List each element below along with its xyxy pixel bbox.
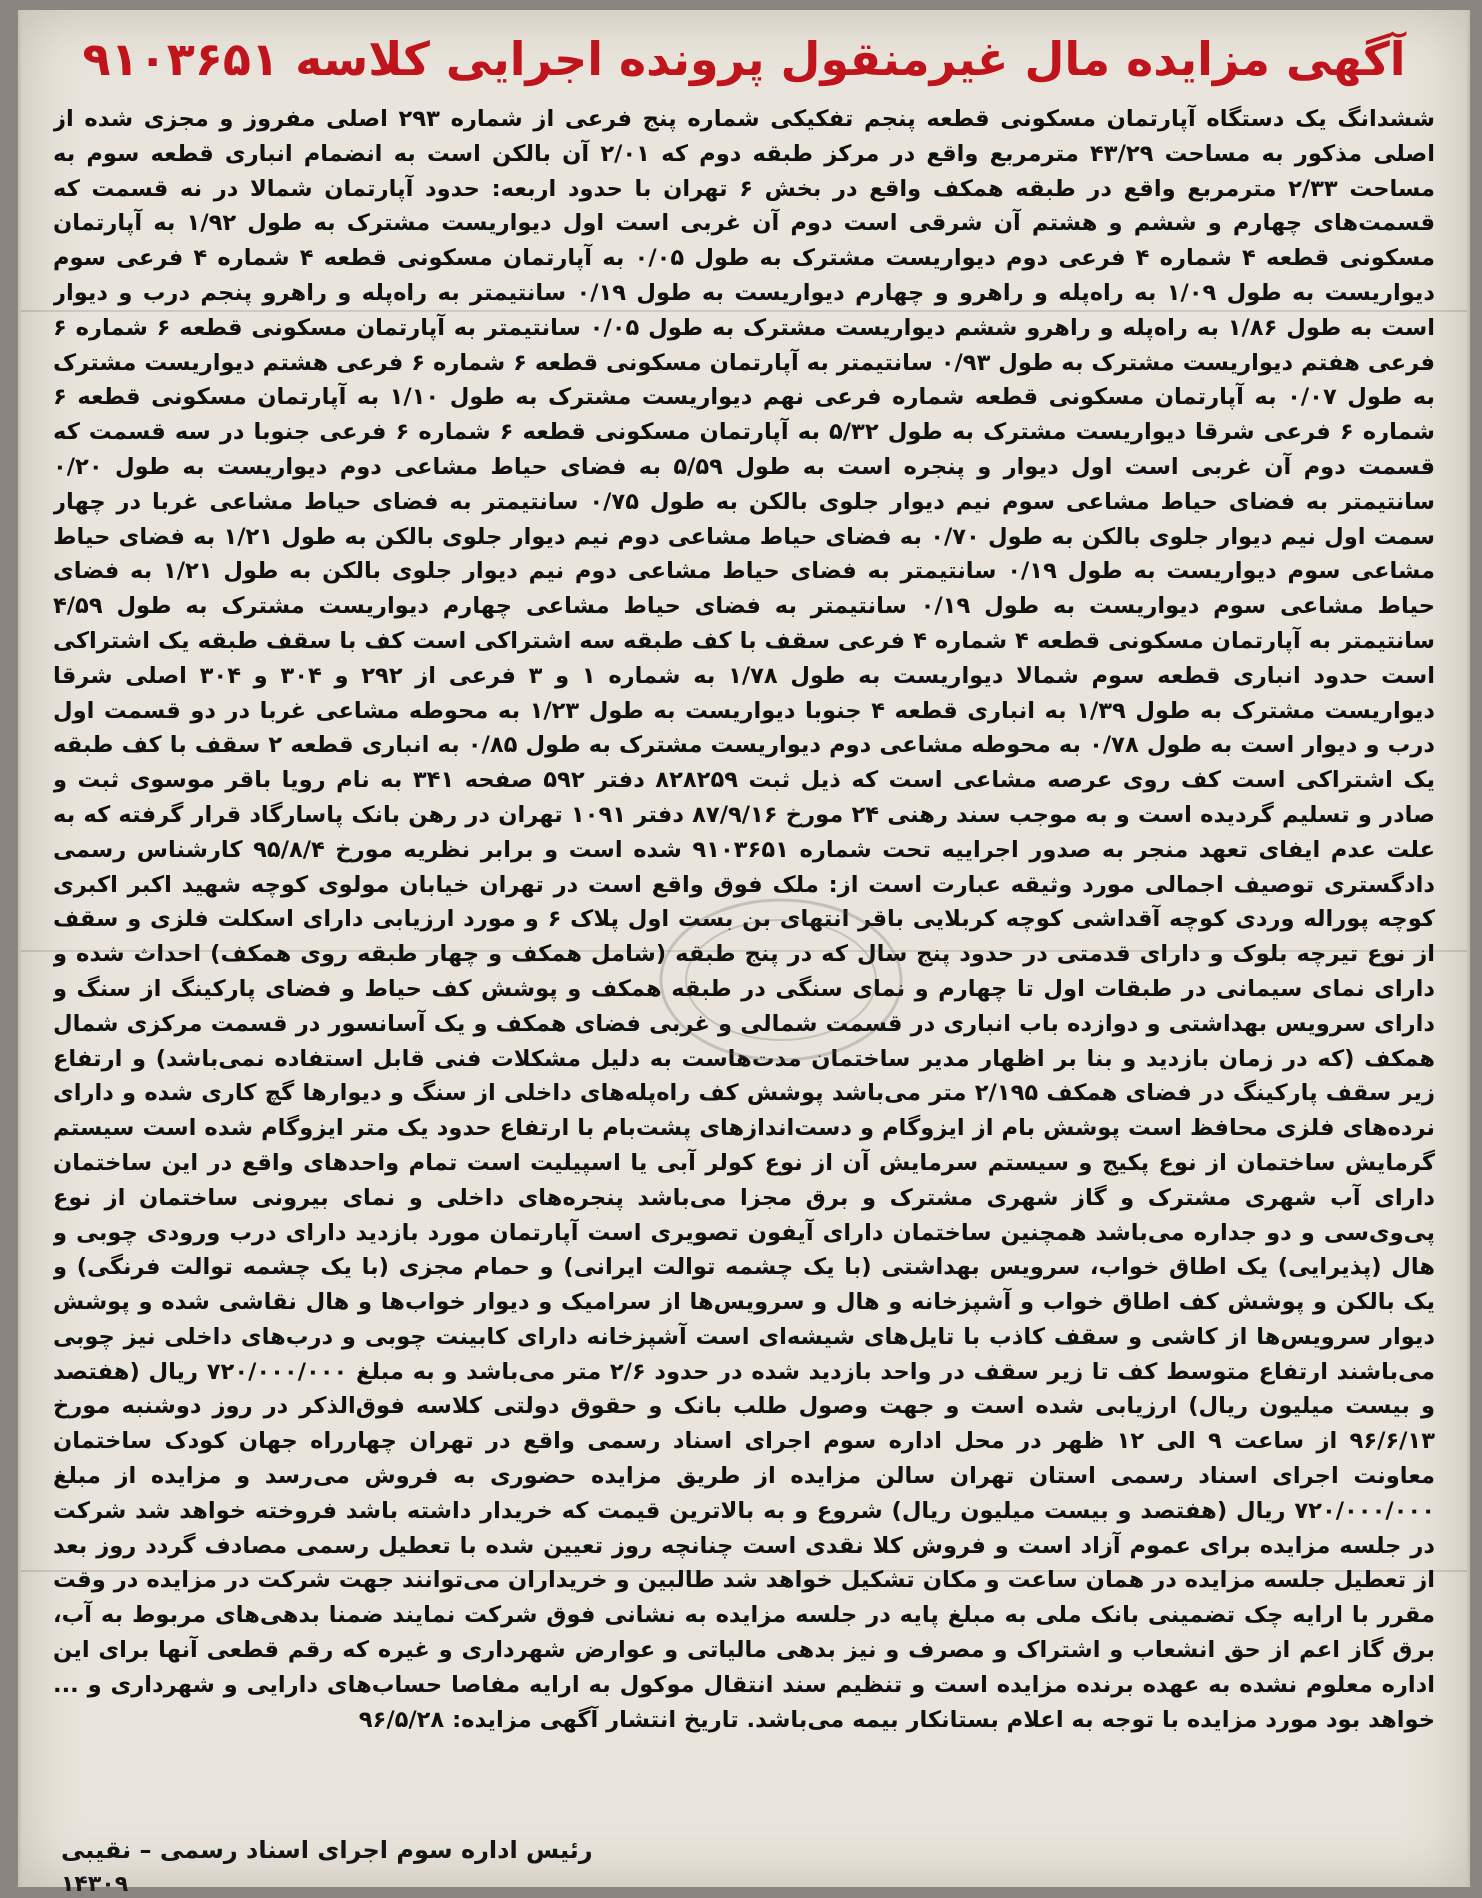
notice-code: ۱۴۳۰۹	[61, 1872, 129, 1897]
notice-sheet	[18, 10, 1470, 1897]
notice-title: آگهی مزایده مال غیرمنقول پرونده اجرایی کلاسه ۹۱۰۳۶۵۱	[82, 32, 1406, 86]
signature-line: رئیس اداره سوم اجرای اسناد رسمی – نقیبی	[61, 1836, 593, 1864]
notice-body: ششدانگ یک دستگاه آپارتمان مسکونی قطعه پنجم تفکیکی شماره پنج فرعی از شماره ۲۹۳ اصلی مفروز و مجزی شده از اصلی مذکور به مساحت ۴۳/۲۹ مترمربع واقع در مرکز طبقه دوم که ۲/۰۱ آن بالکن است به انضمام انباری قطعه سوم به مساحت ۲/۳۳ مترمربع واقع در طبقه همکف واقع در بخش ۶ تهران با حدود اربعه: حدود آپارتمان شمالا در نه قسمت که قسمت‌های چهارم و ششم و هشتم آن شرقی است دوم آن غربی است اول دیواریست مشترک به طول ۱/۹۲ به آپارتمان مسکونی قطعه ۴ شماره ۴ فرعی دوم دیواریست مشترک به طول ۰/۰۵ به آپارتمان مسکونی قطعه ۴ شماره ۴ فرعی سوم دیواریست به طول ۱/۰۹ به راه‌پله و راهرو و چهارم دیواریست به طول ۰/۱۹ سانتیمتر به راه‌پله و راهرو پنجم درب و دیوار است به طول ۱/۸۶ به راه‌پله و راهرو ششم دیواریست مشترک به طول ۰/۰۵ سانتیمتر به آپارتمان مسکونی قطعه ۶ شماره ۶ فرعی هفتم دیواریست مشترک به طول ۰/۹۳ سانتیمتر به آپارتمان مسکونی قطعه ۶ شماره ۶ فرعی هشتم دیواریست مشترک به طول ۰/۰۷ به آپارتمان مسکونی قطعه شماره فرعی نهم دیواریست مشترک به طول ۱/۱۰ به آپارتمان مسکونی قطعه ۶ شماره ۶ فرعی شرقا دیواریست مشترک به طول ۵/۳۲ به آپارتمان مسکونی قطعه ۶ شماره ۶ فرعی جنوبا در سه قسمت که قسمت دوم آن غربی است اول دیوار و پنجره است به طول ۵/۵۹ به فضای حیاط مشاعی دوم دیواریست به طول ۰/۲۰ سانتیمتر به فضای حیاط مشاعی سوم نیم دیوار جلوی بالکن به طول ۰/۷۵ سانتیمتر به فضای حیاط مشاعی غربا در چهار سمت اول نیم دیوار جلوی بالکن به طول ۰/۷۰ به فضای حیاط مشاعی دوم نیم دیوار جلوی بالکن به طول ۱/۲۱ به فضای حیاط مشاعی سوم دیواریست به طول ۰/۱۹ سانتیمتر به فضای حیاط مشاعی دوم نیم دیوار جلوی بالکن به طول ۱/۲۱ به فضای حیاط مشاعی سوم دیواریست به طول ۰/۱۹ سانتیمتر به فضای حیاط مشاعی چهارم دیواریست مشترک به طول ۴/۵۹ سانتیمتر به آپارتمان مسکونی قطعه ۴ شماره ۴ فرعی سقف با کف طبقه سه اشتراکی است کف با سقف طبقه یک اشتراکی است حدود انباری قطعه سوم شمالا دیواریست به طول ۱/۷۸ به شماره ۱ و ۳ فرعی از ۲۹۲ و ۳۰۴ و ۳۰۴ اصلی شرقا دیواریست مشترک به طول ۱/۳۹ به انباری قطعه ۴ جنوبا دیواریست به طول ۱/۲۳ به محوطه مشاعی غربا در دو قسمت اول درب و دیوار است به طول ۰/۷۸ به محوطه مشاعی دوم دیواریست مشترک به طول ۰/۸۵ به انباری قطعه ۲ سقف با کف طبقه یک اشتراکی است کف روی عرصه مشاعی است که ذیل ثبت ۸۲۸۲۵۹ دفتر ۵۹۲ صفحه ۳۴۱ به نام رویا باقر موسوی ثبت و صادر و تسلیم گردیده است و به موجب سند رهنی ۲۴ مورخ ۸۷/۹/۱۶ دفتر ۱۰۹۱ تهران در رهن بانک پاسارگاد قرار گرفته که به علت عدم ایفای تعهد منجر به صدور اجراییه تحت شماره ۹۱۰۳۶۵۱ شده است و برابر نظریه مورخ ۹۵/۸/۴ کارشناس رسمی دادگستری توصیف اجمالی مورد وثیقه عبارت است از: ملک فوق واقع است در تهران خیابان مولوی کوچه شهید اکبر اکبری کوچه پوراله وردی کوچه آقداشی کوچه کربلایی باقر انتهای بن بست اول پلاک ۶ و مورد ارزیابی دارای اسکلت فلزی و سقف از نوع تیرچه بلوک و دارای قدمتی در حدود پنج سال که در پنج طبقه (شامل همکف و چهار طبقه روی همکف) احداث شده و دارای نمای سیمانی در طبقات اول تا چهارم و نمای سنگی در طبقه همکف و پوشش کف حیاط و فضای پارکینگ از سنگ و دارای سرویس بهداشتی و دوازده باب انباری در قسمت شمالی و غربی فضای همکف و یک آسانسور در قسمت مرکزی شمال همکف (که در زمان بازدید و بنا بر اظهار مدیر ساختمان مدت‌هاست به دلیل مشکلات فنی قابل استفاده نمی‌باشد) و ارتفاع زیر سقف پارکینگ در فضای همکف ۲/۱۹۵ متر می‌باشد پوشش کف راه‌پله‌های داخلی از سنگ و دیوارها گچ کاری شده و دارای نرده‌های فلزی محافظ است پوشش بام از ایزوگام و دست‌اندازهای پشت‌بام با ارتفاع حدود یک متر ایزوگام شده است سیستم گرمایش ساختمان از نوع پکیج و سیستم سرمایش آن از نوع کولر آبی یا اسپیلیت است تمام واحدهای واقع در این ساختمان دارای آب شهری مشترک و گاز شهری مشترک و برق مجزا می‌باشد پنجره‌های داخلی و نمای بیرونی ساختمان از نوع پی‌وی‌سی و دو جداره می‌باشد همچنین ساختمان دارای آیفون تصویری است آپارتمان مورد بازدید دارای درب ورودی چوبی و هال (پذیرایی) یک اطاق خواب، سرویس بهداشتی (با یک چشمه توالت ایرانی) و حمام مجزی (با یک چشمه توالت فرنگی) و یک بالکن و پوشش کف اطاق خواب و آشپزخانه و هال و سرویس‌ها از سرامیک و دیوار خواب‌ها و هال نقاشی شده و پوشش دیوار سرویس‌ها از کاشی و سقف کاذب با تایل‌های شیشه‌ای است آشپزخانه دارای کابینت چوبی و درب‌های داخلی نیز چوبی می‌باشند ارتفاع متوسط کف تا زیر سقف در واحد بازدید شده در حدود ۲/۶ متر می‌باشد و به مبلغ ۷۲۰/۰۰۰/۰۰۰ ریال (هفتصد و بیست میلیون ریال) ارزیابی شده است و جهت وصول طلب بانک و حقوق دولتی کلاسه فوق‌الذکر در روز دوشنبه مورخ ۹۶/۶/۱۳ از ساعت ۹ الی ۱۲ ظهر در محل اداره سوم اجرای اسناد رسمی واقع در تهران چهارراه جهان کودک ساختمان معاونت اجرای اسناد رسمی استان تهران سالن مزایده از طریق مزایده حضوری به فروش می‌رسد و مزایده از مبلغ ۷۲۰/۰۰۰/۰۰۰ ریال (هفتصد و بیست میلیون ریال) شروع و به بالاترین قیمت که خریدار داشته باشد فروخته خواهد شد شرکت در جلسه مزایده برای عموم آزاد است و فروش کلا نقدی است چنانچه روز تعیین شده با تعطیل رسمی مصادف گردد روز بعد از تعطیل جلسه مزایده در همان ساعت و مکان تشکیل خواهد شد طالبین و خریداران می‌توانند جهت شرکت در مزایده در وقت مقرر با ارایه چک تضمینی بانک ملی به مبلغ پایه در جلسه مزایده به نشانی فوق شرکت نمایند ضمنا بدهی‌های مربوط به آب، برق گاز اعم از حق انشعاب و اشتراک و مصرف و نیز بدهی مالیاتی و عوارض شهرداری و غیره که رقم قطعی آنها برای این اداره معلوم نشده به عهده برنده مزایده است و تنظیم سند انتقال موکول به ارایه مفاصا حساب‌های دارایی و شهرداری و ... خواهد بود مورد مزایده با توجه به اعلام بستانکار بیمه می‌باشد. تاریخ انتشار آگهی مزایده: ۹۶/۵/۲۸	[53, 106, 1435, 1733]
